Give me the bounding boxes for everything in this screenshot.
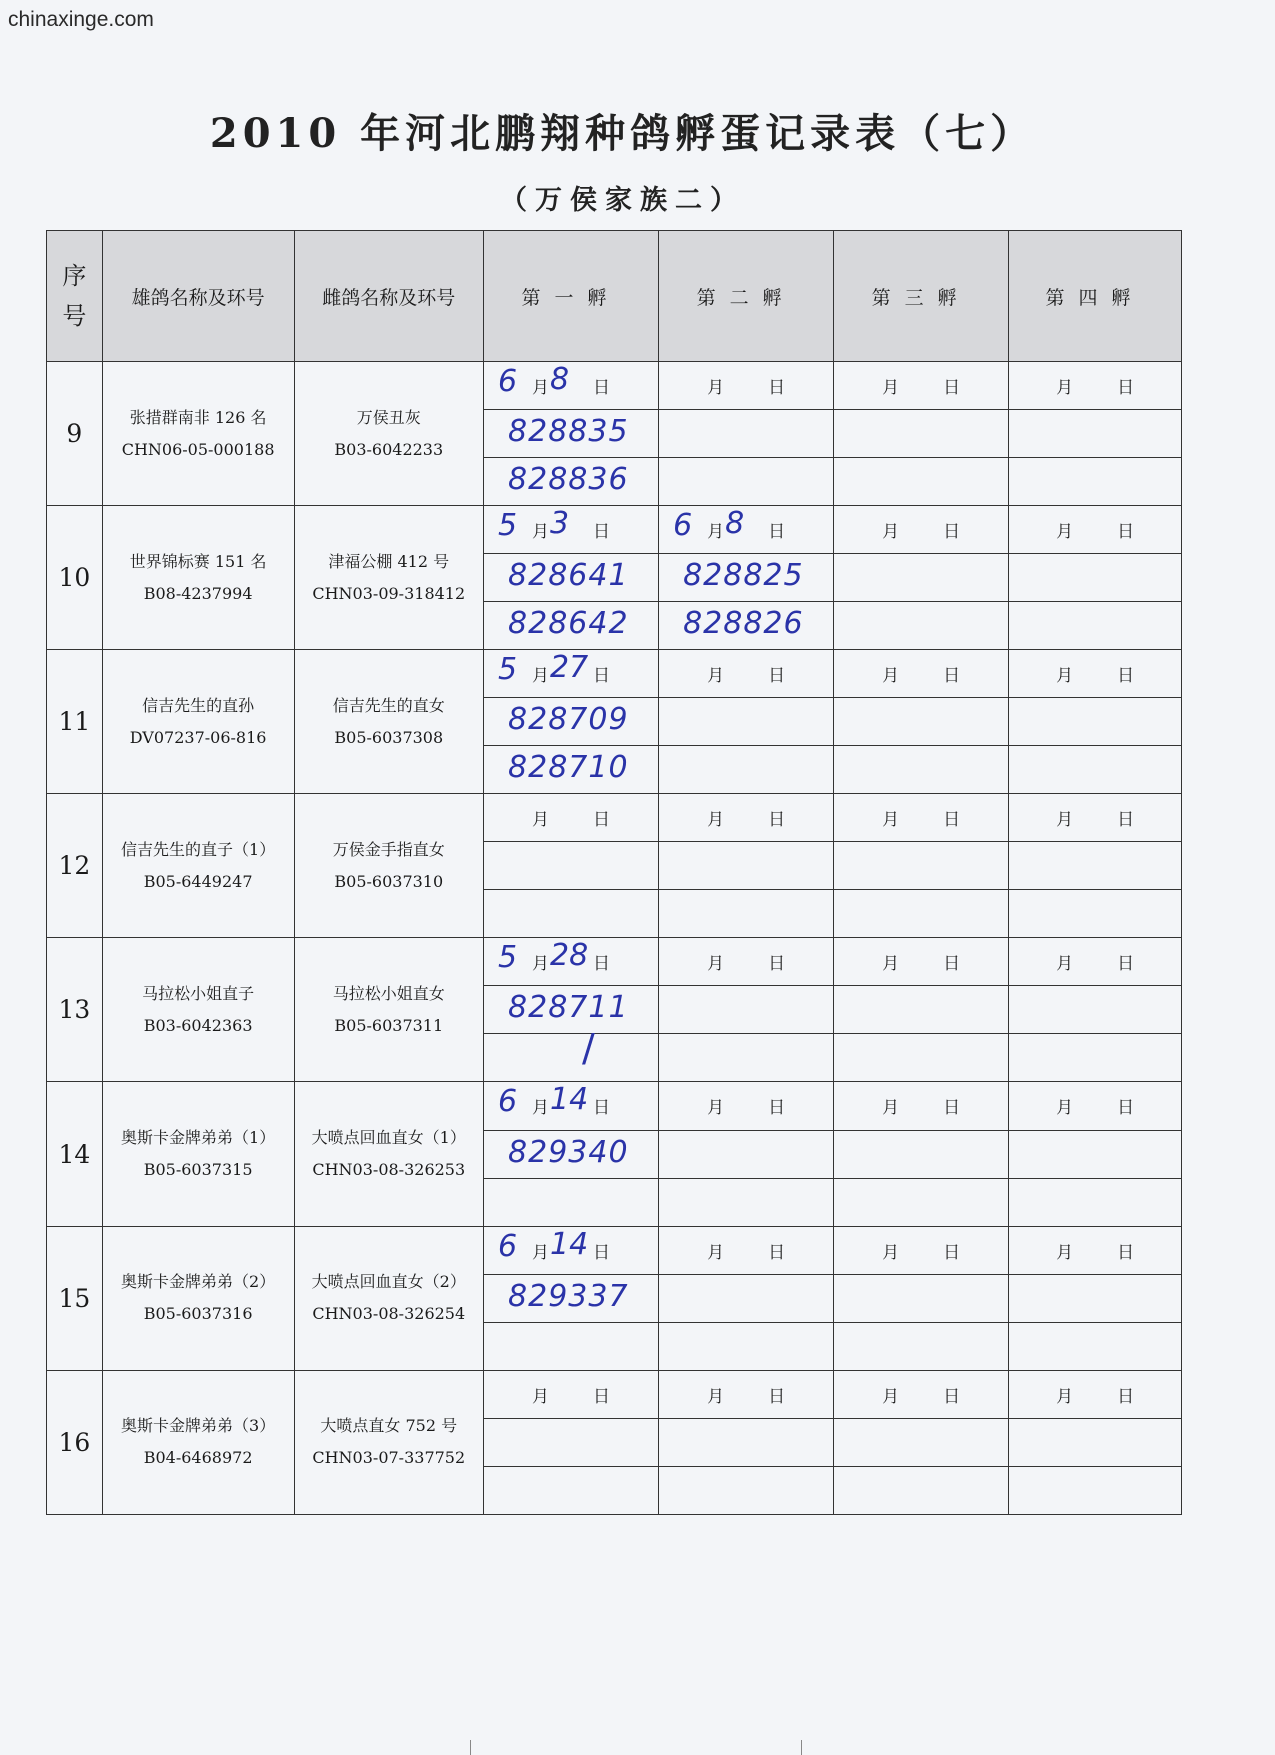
ring-cell [1009, 842, 1182, 890]
table-row [47, 1082, 1182, 1130]
date-line [1009, 949, 1181, 974]
ring-cell [1009, 1178, 1182, 1226]
ring-cell [484, 746, 659, 794]
date-line [659, 661, 833, 686]
ring-cell [659, 554, 834, 602]
male-pigeon-cell [102, 938, 294, 1082]
ring-cell [834, 458, 1009, 506]
date-line [834, 1238, 1008, 1263]
female-pigeon-cell [294, 1226, 484, 1370]
date-line [1009, 805, 1181, 830]
date-cell [659, 506, 834, 554]
day-label: 日 [768, 1386, 786, 1407]
day-label: 日 [943, 1242, 961, 1263]
ring-cell [659, 1130, 834, 1178]
ring-cell [484, 1466, 659, 1514]
female-name: 万侯金手指直女 [332, 839, 445, 859]
hatch3-header: 第三孵 [834, 231, 1009, 362]
date-cell [834, 1082, 1009, 1130]
month-label: 月 [882, 1242, 900, 1263]
date-line [1009, 373, 1181, 398]
month-label: 月 [532, 1386, 550, 1407]
month-label: 月 [1056, 378, 1074, 399]
date-line [659, 805, 833, 830]
day-label: 日 [1117, 378, 1135, 399]
ring-cell [834, 1274, 1009, 1322]
day-label: 日 [943, 666, 961, 687]
month-label: 月 [532, 954, 550, 975]
female-pigeon-cell [294, 506, 484, 650]
male-ring: B03-6042363 [143, 1015, 253, 1035]
ring-cell [834, 602, 1009, 650]
ring-cell [1009, 698, 1182, 746]
female-ring: B05-6037308 [334, 727, 444, 747]
male-pigeon-cell [102, 1370, 294, 1514]
day-label: 日 [593, 1386, 611, 1407]
day-label: 日 [943, 1098, 961, 1119]
ring-cell [1009, 1418, 1182, 1466]
date-cell [659, 1082, 834, 1130]
day-label: 日 [593, 378, 611, 399]
female-pigeon-cell [294, 1082, 484, 1226]
day-label: 日 [1117, 954, 1135, 975]
female-pigeon-cell [294, 1370, 484, 1514]
date-cell [484, 362, 659, 410]
ring-cell [484, 554, 659, 602]
ring-cell [484, 986, 659, 1034]
date-cell [484, 794, 659, 842]
ring-cell [484, 1274, 659, 1322]
ring-cell [659, 458, 834, 506]
female-name: 大喷点回血直女（2） [311, 1272, 466, 1292]
ring-cell [484, 458, 659, 506]
month-label: 月 [882, 954, 900, 975]
male-name: 奥斯卡金牌弟弟（2） [121, 1272, 276, 1292]
day-label: 日 [768, 666, 786, 687]
month-label: 月 [707, 810, 725, 831]
ring-cell [484, 1130, 659, 1178]
handwritten-ring-number: 828709 [508, 702, 629, 738]
female-name: 信吉先生的直女 [332, 695, 445, 715]
female-pigeon-cell [294, 938, 484, 1082]
day-label: 日 [943, 954, 961, 975]
date-cell [484, 506, 659, 554]
ring-cell [834, 1034, 1009, 1082]
date-cell [484, 1226, 659, 1274]
female-ring: B05-6037310 [334, 871, 444, 891]
ring-cell [484, 842, 659, 890]
seq-number: 10 [47, 506, 103, 650]
month-label: 月 [532, 522, 550, 543]
date-line [484, 1382, 658, 1407]
day-label: 日 [768, 954, 786, 975]
ring-cell [659, 746, 834, 794]
handwritten-ring-number: 828642 [508, 606, 629, 642]
month-label: 月 [1056, 522, 1074, 543]
date-line [834, 1382, 1008, 1407]
ring-cell [659, 1466, 834, 1514]
date-line [834, 517, 1008, 542]
handwritten-day: 8 [550, 362, 570, 397]
ring-cell [659, 986, 834, 1034]
month-label: 月 [882, 666, 900, 687]
ring-cell [834, 746, 1009, 794]
ring-cell [1009, 1034, 1182, 1082]
handwritten-day: 14 [550, 1082, 589, 1118]
date-cell [834, 794, 1009, 842]
month-label: 月 [882, 810, 900, 831]
table-row [47, 362, 1182, 410]
female-pigeon-cell [294, 650, 484, 794]
date-cell [834, 506, 1009, 554]
day-label: 日 [768, 378, 786, 399]
ring-cell [1009, 1466, 1182, 1514]
male-pigeon-cell [102, 1082, 294, 1226]
month-label: 月 [1056, 954, 1074, 975]
handwritten-ring-number: 829337 [508, 1278, 629, 1314]
day-label: 日 [1117, 1242, 1135, 1263]
ring-cell [1009, 410, 1182, 458]
date-line [659, 1093, 833, 1118]
handwritten-day: 28 [550, 938, 589, 974]
ring-cell [834, 410, 1009, 458]
ring-cell [834, 890, 1009, 938]
handwritten-month: 5 [498, 652, 518, 688]
date-line [834, 949, 1008, 974]
date-line [834, 661, 1008, 686]
month-label: 月 [707, 666, 725, 687]
day-label: 日 [768, 522, 786, 543]
date-cell [484, 938, 659, 986]
page-subtitle: （万侯家族二） [500, 185, 745, 216]
month-label: 月 [1056, 1386, 1074, 1407]
month-label: 月 [882, 1098, 900, 1119]
date-cell [834, 650, 1009, 698]
male-pigeon-cell [102, 506, 294, 650]
seq-number: 16 [47, 1370, 103, 1514]
ring-cell [834, 1130, 1009, 1178]
date-line [834, 1093, 1008, 1118]
seq-number: 12 [47, 794, 103, 938]
day-label: 日 [1117, 810, 1135, 831]
month-label: 月 [1056, 810, 1074, 831]
handwritten-ring-number: 828711 [508, 990, 629, 1026]
table-row [47, 506, 1182, 554]
day-label: 日 [593, 1242, 611, 1263]
seq-number: 13 [47, 938, 103, 1082]
ring-cell [484, 1418, 659, 1466]
female-name: 津福公棚 412 号 [328, 551, 450, 571]
ring-cell [659, 1274, 834, 1322]
male-pigeon-cell [102, 650, 294, 794]
page-title: 2010 年河北鹏翔种鸽孵蛋记录表（七） [209, 110, 1036, 157]
ring-cell [1009, 554, 1182, 602]
handwritten-ring-number: / [582, 1026, 595, 1071]
day-label: 日 [943, 522, 961, 543]
hatch2-header: 第二孵 [659, 231, 834, 362]
female-ring: CHN03-08-326254 [312, 1304, 466, 1324]
date-cell [484, 1370, 659, 1418]
ring-cell [1009, 746, 1182, 794]
female-header: 雌鸽名称及环号 [294, 231, 484, 362]
date-cell [1009, 362, 1182, 410]
header-row [47, 231, 1182, 362]
seq-number: 14 [47, 1082, 103, 1226]
month-label: 月 [707, 1098, 725, 1119]
handwritten-month: 6 [498, 364, 518, 399]
male-pigeon-cell [102, 362, 294, 506]
male-name: 马拉松小姐直子 [142, 983, 255, 1003]
day-label: 日 [768, 810, 786, 831]
ring-cell [834, 698, 1009, 746]
female-name: 大喷点直女 752 号 [320, 1416, 458, 1436]
date-cell [1009, 938, 1182, 986]
month-label: 月 [532, 810, 550, 831]
month-label: 月 [882, 378, 900, 399]
ring-cell [1009, 1322, 1182, 1370]
date-line [659, 1238, 833, 1263]
day-label: 日 [1117, 1098, 1135, 1119]
month-label: 月 [532, 378, 550, 399]
date-line [659, 1382, 833, 1407]
date-line [1009, 1093, 1181, 1118]
day-label: 日 [768, 1098, 786, 1119]
ring-cell [484, 1178, 659, 1226]
ring-cell [834, 1418, 1009, 1466]
hatch1-header: 第一孵 [484, 231, 659, 362]
male-name: 张措群南非 126 名 [129, 407, 267, 427]
hatch-record-table [46, 230, 1182, 1515]
month-label: 月 [532, 666, 550, 687]
month-label: 月 [532, 1098, 550, 1119]
date-cell [834, 938, 1009, 986]
day-label: 日 [943, 810, 961, 831]
date-cell [659, 794, 834, 842]
ring-cell [834, 1178, 1009, 1226]
table-row [47, 794, 1182, 842]
month-label: 月 [532, 1242, 550, 1263]
ring-cell [484, 602, 659, 650]
ring-cell [834, 554, 1009, 602]
male-name: 奥斯卡金牌弟弟（3） [121, 1416, 276, 1436]
day-label: 日 [593, 666, 611, 687]
day-label: 日 [593, 1098, 611, 1119]
handwritten-day: 14 [550, 1226, 589, 1262]
date-line [1009, 1238, 1181, 1263]
day-label: 日 [1117, 666, 1135, 687]
male-pigeon-cell [102, 1226, 294, 1370]
male-ring: B08-4237994 [143, 583, 253, 603]
male-name: 奥斯卡金牌弟弟（1） [121, 1128, 276, 1148]
date-line [659, 949, 833, 974]
date-cell [1009, 506, 1182, 554]
date-cell [1009, 1370, 1182, 1418]
month-label: 月 [707, 1242, 725, 1263]
date-cell [1009, 1082, 1182, 1130]
seq-number: 11 [47, 650, 103, 794]
day-label: 日 [1117, 1386, 1135, 1407]
handwritten-month: 6 [498, 1228, 518, 1264]
date-line [1009, 517, 1181, 542]
day-label: 日 [943, 1386, 961, 1407]
handwritten-month: 6 [673, 508, 693, 544]
ring-cell [1009, 458, 1182, 506]
ring-cell [484, 410, 659, 458]
handwritten-month: 5 [498, 508, 518, 544]
date-line [1009, 1382, 1181, 1407]
month-label: 月 [1056, 666, 1074, 687]
watermark-text: chinaxinge.com [8, 8, 154, 31]
male-ring: CHN06-05-000188 [121, 439, 275, 459]
month-label: 月 [882, 1386, 900, 1407]
ring-cell [659, 1178, 834, 1226]
seq-header: 序 号 [47, 231, 103, 362]
male-pigeon-cell [102, 794, 294, 938]
male-ring: DV07237-06-816 [129, 727, 267, 747]
date-cell [834, 1370, 1009, 1418]
ring-cell [484, 698, 659, 746]
month-label: 月 [707, 522, 725, 543]
ring-cell [834, 842, 1009, 890]
date-line [834, 373, 1008, 398]
handwritten-ring-number: 828641 [508, 558, 629, 594]
month-label: 月 [882, 522, 900, 543]
date-cell [484, 1082, 659, 1130]
female-ring: CHN03-09-318412 [312, 583, 466, 603]
date-cell [659, 1370, 834, 1418]
handwritten-ring-number: 828835 [508, 414, 629, 450]
ring-cell [834, 1466, 1009, 1514]
handwritten-ring-number: 828826 [683, 606, 804, 642]
handwritten-ring-number: 828825 [683, 558, 804, 594]
female-ring: B05-6037311 [334, 1015, 444, 1035]
male-ring: B04-6468972 [143, 1448, 253, 1468]
day-label: 日 [1117, 522, 1135, 543]
table-row [47, 1370, 1182, 1418]
table-row [47, 1226, 1182, 1274]
male-name: 世界锦标赛 151 名 [129, 551, 267, 571]
date-cell [1009, 650, 1182, 698]
day-label: 日 [593, 954, 611, 975]
female-ring: B03-6042233 [334, 439, 444, 459]
day-label: 日 [768, 1242, 786, 1263]
date-cell [659, 938, 834, 986]
handwritten-day: 8 [725, 506, 745, 542]
day-label: 日 [943, 378, 961, 399]
female-pigeon-cell [294, 362, 484, 506]
ring-cell [659, 602, 834, 650]
ring-cell [834, 986, 1009, 1034]
date-line [659, 373, 833, 398]
ring-cell [1009, 602, 1182, 650]
handwritten-day: 27 [550, 650, 589, 686]
footer-marks [470, 1740, 802, 1755]
female-ring: CHN03-08-326253 [312, 1160, 466, 1180]
ring-cell [659, 698, 834, 746]
ring-cell [484, 1322, 659, 1370]
date-cell [834, 362, 1009, 410]
female-pigeon-cell [294, 794, 484, 938]
handwritten-ring-number: 828710 [508, 750, 629, 786]
male-ring: B05-6449247 [143, 871, 253, 891]
ring-cell [659, 890, 834, 938]
male-name: 信吉先生的直子（1） [121, 839, 276, 859]
date-cell [834, 1226, 1009, 1274]
ring-cell [659, 842, 834, 890]
seq-number: 15 [47, 1226, 103, 1370]
ring-cell [659, 410, 834, 458]
day-label: 日 [593, 810, 611, 831]
ring-cell [1009, 1274, 1182, 1322]
ring-cell [484, 890, 659, 938]
handwritten-month: 5 [498, 940, 518, 976]
date-cell [659, 1226, 834, 1274]
table-row [47, 938, 1182, 986]
ring-cell [1009, 986, 1182, 1034]
male-ring: B05-6037316 [143, 1304, 253, 1324]
handwritten-month: 6 [498, 1084, 518, 1120]
female-name: 万侯丑灰 [356, 407, 421, 427]
month-label: 月 [707, 954, 725, 975]
male-ring: B05-6037315 [143, 1160, 253, 1180]
ring-cell [484, 1026, 659, 1082]
table-row [47, 650, 1182, 698]
male-name: 信吉先生的直孙 [142, 695, 255, 715]
month-label: 月 [1056, 1098, 1074, 1119]
date-cell [659, 362, 834, 410]
month-label: 月 [1056, 1242, 1074, 1263]
female-ring: CHN03-07-337752 [312, 1448, 466, 1468]
female-name: 大喷点回血直女（1） [311, 1128, 466, 1148]
handwritten-ring-number: 828836 [508, 462, 629, 498]
month-label: 月 [707, 1386, 725, 1407]
handwritten-day: 3 [550, 506, 570, 542]
ring-cell [834, 1322, 1009, 1370]
date-cell [484, 650, 659, 698]
ring-cell [659, 1418, 834, 1466]
hatch4-header: 第四孵 [1009, 231, 1182, 362]
date-line [834, 805, 1008, 830]
date-line [1009, 661, 1181, 686]
male-header: 雄鸽名称及环号 [102, 231, 294, 362]
ring-cell [659, 1034, 834, 1082]
handwritten-ring-number: 829340 [508, 1134, 629, 1170]
ring-cell [1009, 1130, 1182, 1178]
date-cell [659, 650, 834, 698]
ring-cell [1009, 890, 1182, 938]
date-cell [1009, 794, 1182, 842]
date-cell [1009, 1226, 1182, 1274]
month-label: 月 [707, 378, 725, 399]
seq-number: 9 [47, 362, 103, 506]
day-label: 日 [593, 522, 611, 543]
date-line [484, 805, 658, 830]
female-name: 马拉松小姐直女 [332, 983, 445, 1003]
ring-cell [659, 1322, 834, 1370]
